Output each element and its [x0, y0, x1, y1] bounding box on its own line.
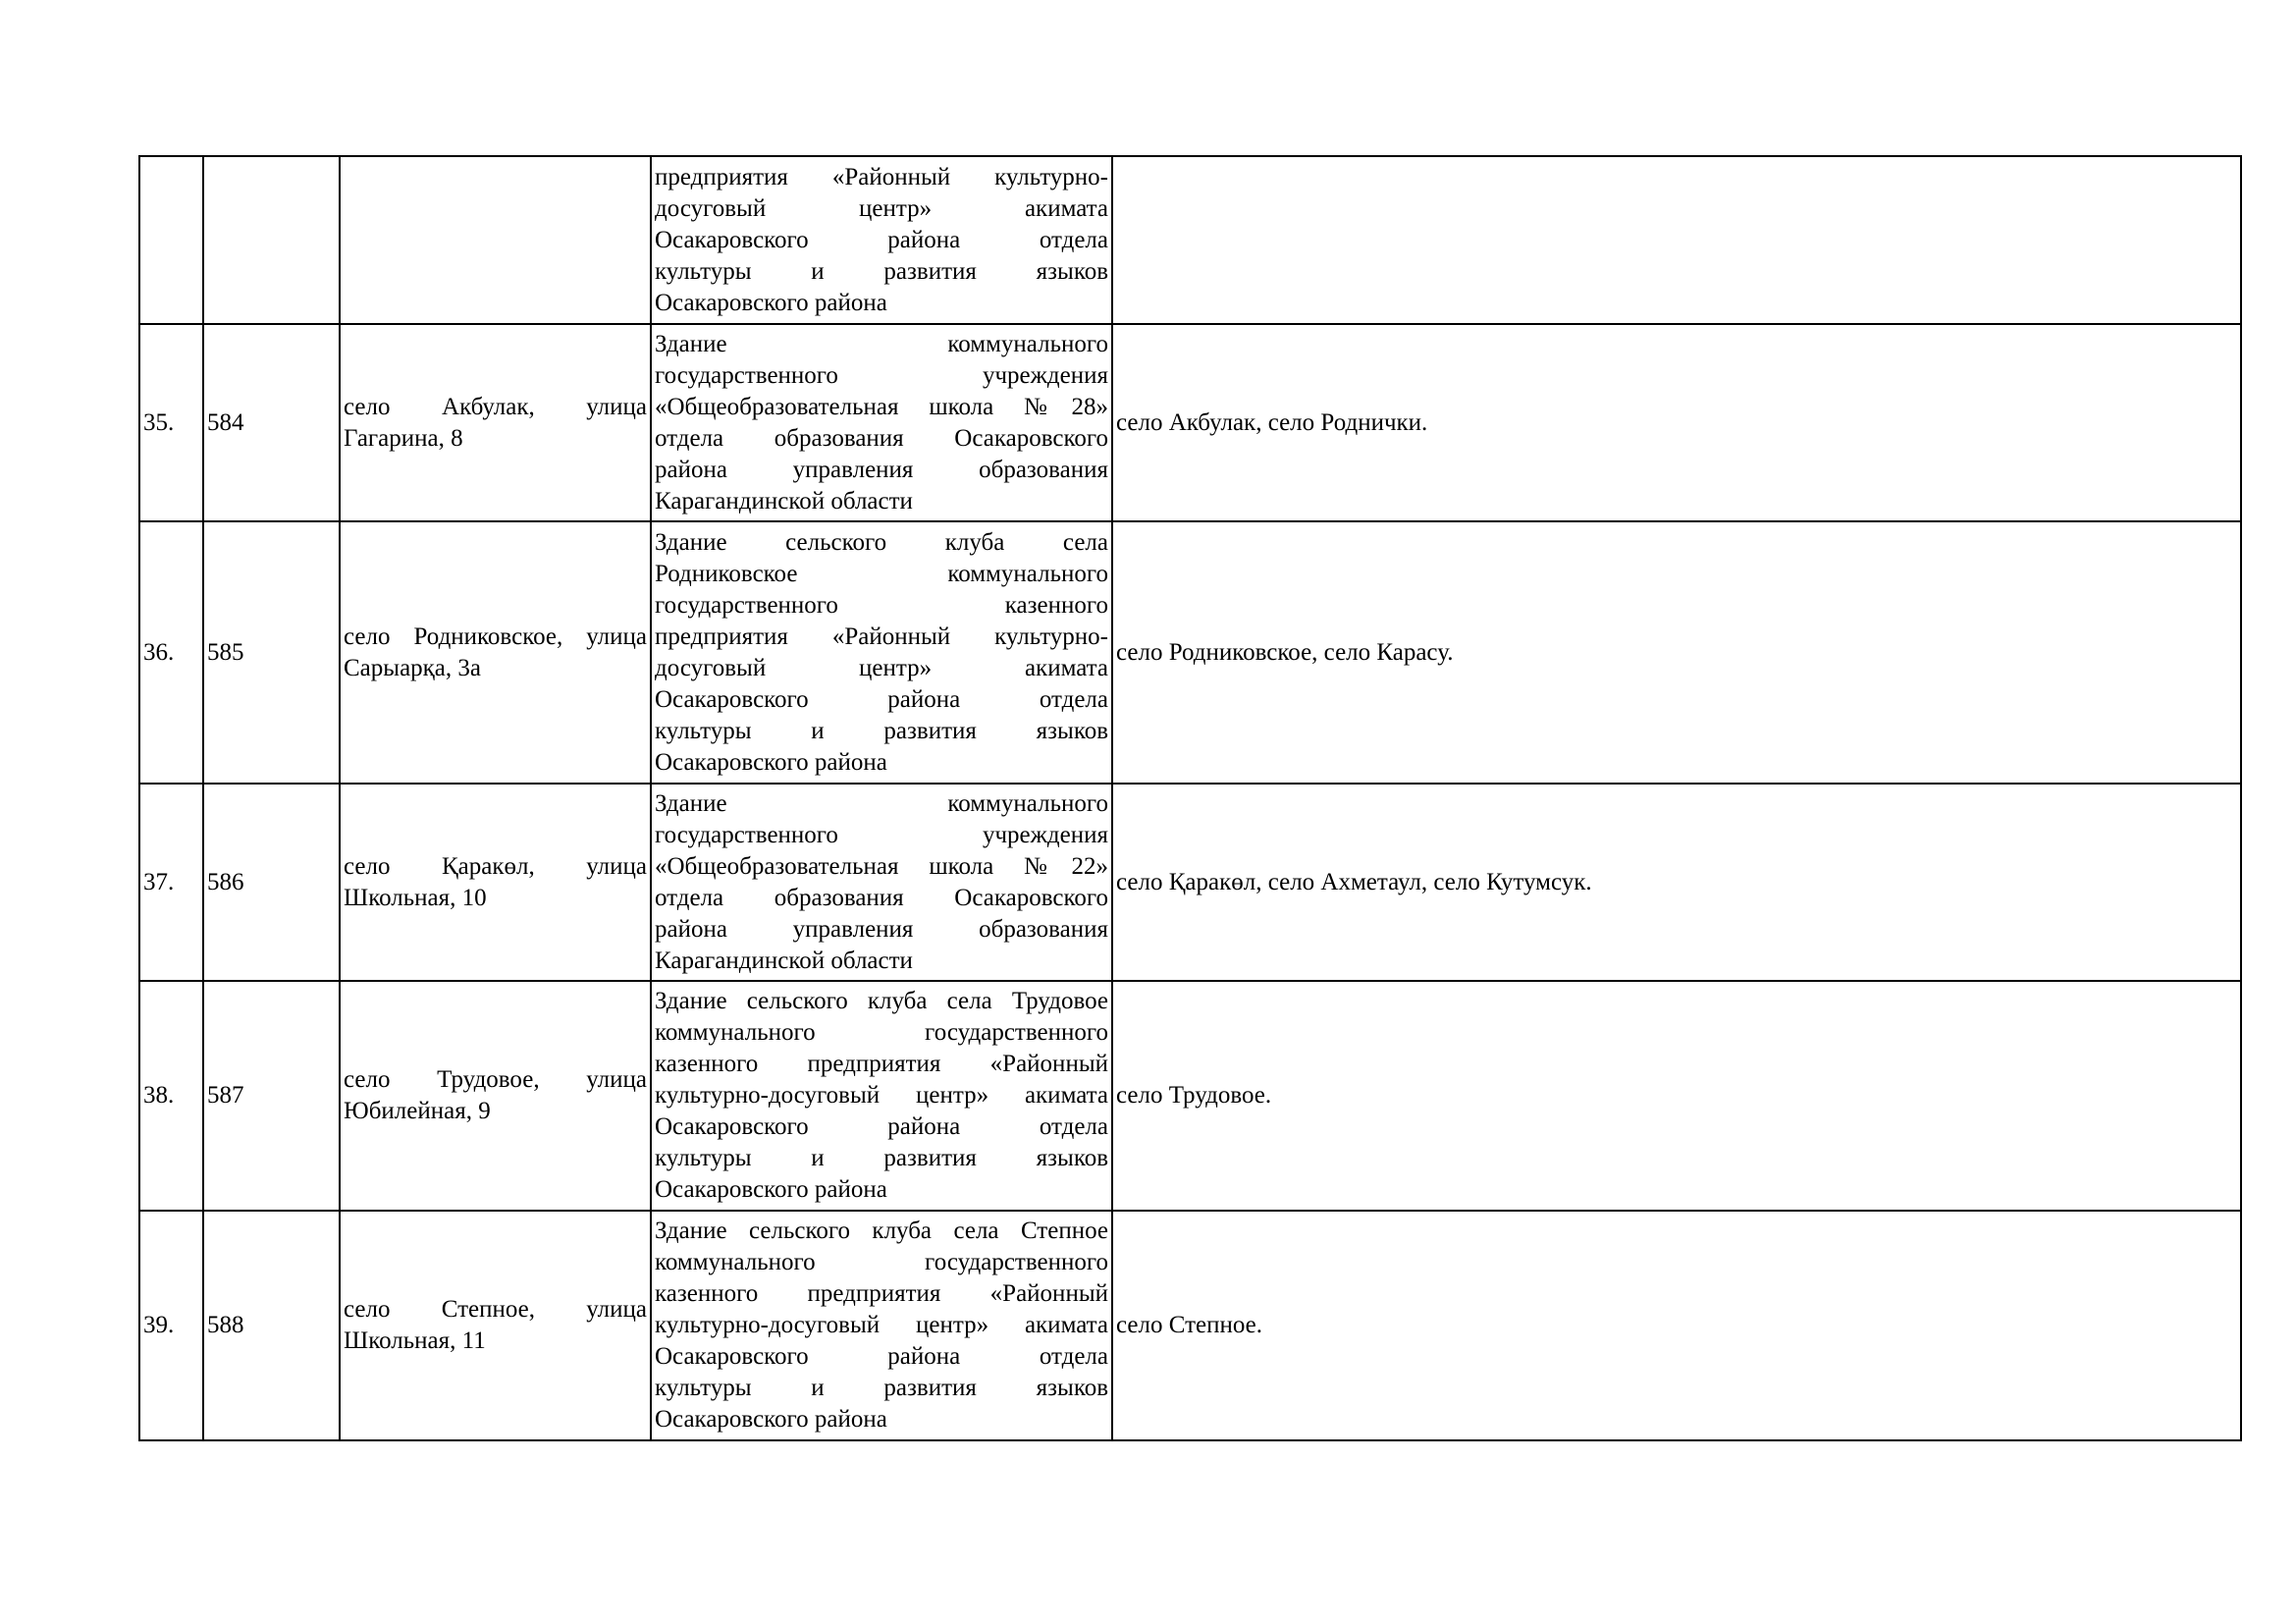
place-cell [651, 981, 1112, 1211]
row-number-cell: 38. [139, 981, 203, 1211]
place-line: досуговый центр» акимата [655, 194, 1108, 222]
address-line: село Қаракөл, улица [344, 852, 647, 880]
site-number-cell: 584 [203, 324, 340, 521]
table-body [139, 156, 2241, 1440]
place-line: «Общеобразовательная школа №28» [655, 393, 1108, 420]
address-line: село Акбулак, улица [344, 393, 647, 420]
place-cell [651, 324, 1112, 521]
place-line: Здание сельского клуба села Степное [655, 1218, 1108, 1244]
place-line: Здание сельского клуба села [655, 528, 1108, 556]
table-row [139, 324, 2241, 521]
place-line: Осакаровского района отдела [655, 685, 1108, 713]
place-line: Осакаровского района [655, 1176, 887, 1203]
area-cell: село Акбулак, село Роднички. [1112, 324, 2241, 521]
place-line: отдела образования Осакаровского [655, 424, 1108, 452]
site-number-cell: 587 [203, 981, 340, 1211]
place-line: Осакаровского района [655, 1406, 887, 1433]
address-cell [340, 1211, 651, 1440]
area-cell [1112, 156, 2241, 324]
area-cell: село Трудовое. [1112, 981, 2241, 1211]
row-number-cell: 35. [139, 324, 203, 521]
place-line: Осакаровского района [655, 748, 887, 776]
address-cell [340, 521, 651, 784]
place-line: Карагандинской области [655, 947, 913, 974]
address-line: Сарыарқа, 3а [344, 654, 482, 681]
place-line: отдела образования Осакаровского [655, 884, 1108, 911]
place-cell [651, 156, 1112, 324]
place-line: коммунального государственного [655, 1249, 1108, 1275]
place-line: Здание коммунального [655, 330, 1108, 357]
place-line: коммунального государственного [655, 1019, 1108, 1046]
place-line: Осакаровского района отдела [655, 1343, 1108, 1370]
area-cell: село Степное. [1112, 1211, 2241, 1440]
address-cell [340, 784, 651, 981]
site-number-cell: 586 [203, 784, 340, 981]
place-line: государственного учреждения [655, 361, 1108, 389]
place-line: «Общеобразовательная школа №22» [655, 852, 1108, 880]
place-line: Осакаровского района [655, 289, 887, 316]
table-row-continuation [139, 156, 2241, 324]
row-number-cell: 36. [139, 521, 203, 784]
place-line: культурно-досуговый центр» акимата [655, 1312, 1108, 1338]
site-number-cell: 588 [203, 1211, 340, 1440]
place-line: культуры и развития языков [655, 257, 1108, 285]
place-line: государственного учреждения [655, 821, 1108, 848]
address-line: село Родниковское, улица [344, 623, 647, 650]
row-number-cell: 37. [139, 784, 203, 981]
place-cell [651, 521, 1112, 784]
area-cell: село Родниковское, село Карасу. [1112, 521, 2241, 784]
address-line: Юбилейная, 9 [344, 1098, 491, 1124]
place-line: района управления образования [655, 915, 1108, 943]
place-line: культуры и развития языков [655, 717, 1108, 744]
address-line: Гагарина, 8 [344, 424, 463, 452]
place-line: Карагандинской области [655, 487, 913, 514]
place-line: Родниковское коммунального [655, 560, 1108, 587]
place-line: культуры и развития языков [655, 1145, 1108, 1171]
place-line: казенного предприятия «Районный [655, 1051, 1108, 1077]
table-row [139, 981, 2241, 1211]
place-line: досуговый центр» акимата [655, 654, 1108, 681]
table-row [139, 784, 2241, 981]
place-cell [651, 784, 1112, 981]
place-line: предприятия «Районный культурно- [655, 623, 1108, 650]
row-number-cell [139, 156, 203, 324]
place-line: Осакаровского района отдела [655, 1113, 1108, 1140]
place-line: государственного казенного [655, 591, 1108, 619]
site-number-cell [203, 156, 340, 324]
place-line: района управления образования [655, 456, 1108, 483]
place-line: Здание коммунального [655, 789, 1108, 817]
address-line: Школьная, 10 [344, 884, 487, 911]
row-number-cell: 39. [139, 1211, 203, 1440]
table-row [139, 1211, 2241, 1440]
place-line: казенного предприятия «Районный [655, 1280, 1108, 1307]
place-line: предприятия «Районный культурно- [655, 163, 1108, 190]
address-line: Школьная, 11 [344, 1327, 486, 1354]
address-cell [340, 981, 651, 1211]
place-cell [651, 1211, 1112, 1440]
address-cell [340, 156, 651, 324]
area-cell: село Қаракөл, село Ахметаул, село Кутумсук. [1112, 784, 2241, 981]
address-line: село Степное, улица [344, 1296, 647, 1323]
place-line: Здание сельского клуба села Трудовое [655, 988, 1108, 1014]
place-line: культурно-досуговый центр» акимата [655, 1082, 1108, 1109]
address-cell [340, 324, 651, 521]
polling-stations-table [138, 155, 2242, 1441]
site-number-cell: 585 [203, 521, 340, 784]
table-row [139, 521, 2241, 784]
address-line: село Трудовое, улица [344, 1066, 647, 1093]
place-line: Осакаровского района отдела [655, 226, 1108, 253]
place-line: культуры и развития языков [655, 1375, 1108, 1401]
